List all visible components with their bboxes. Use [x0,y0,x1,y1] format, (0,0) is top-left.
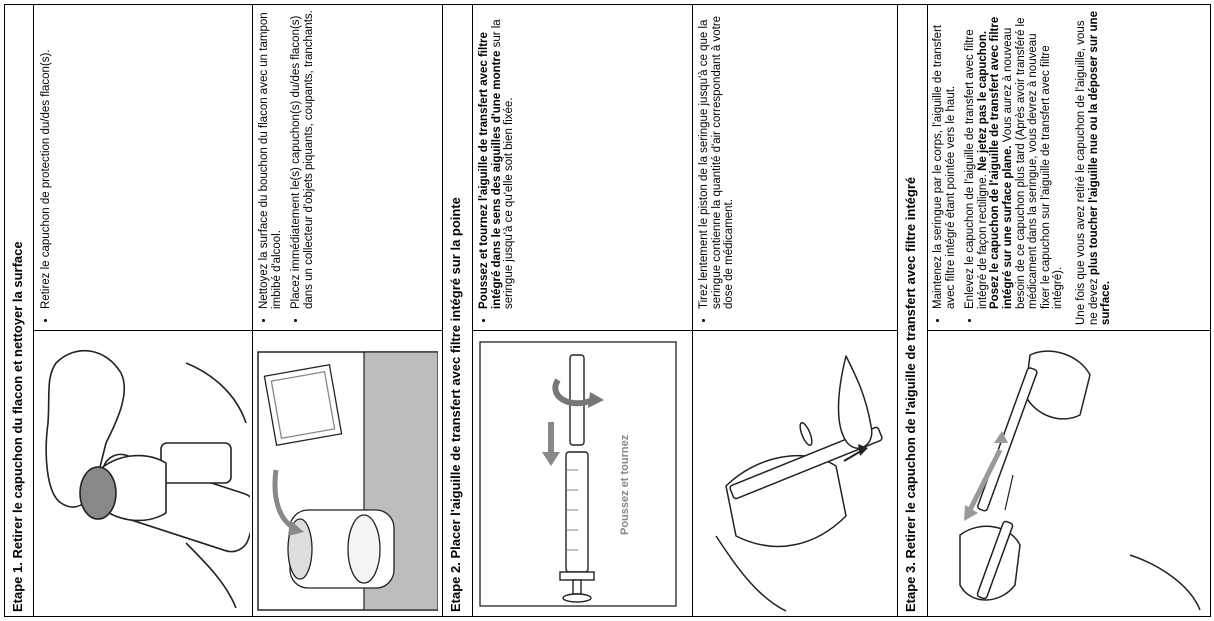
column-divider [33,4,34,617]
text-run: Retirez le capuchon de protection du/des flacon(s). [40,49,52,309]
step-2-instructions-a [478,10,683,325]
bullet-list [932,10,1065,325]
row-divider [472,330,897,331]
wipe-vial-illustration [256,350,438,612]
step-1-instructions-b [258,10,438,325]
step-2-instructions-b [698,10,893,325]
column-divider [252,4,253,617]
step-1-instructions-a [40,10,245,325]
list-item [932,10,957,309]
text-run: sur la seringue jusqu'à ce qu'elle soit bien fixée. [490,19,516,309]
push-and-turn-label: Poussez et tournez [619,434,631,535]
text-run: Enlevez le capuchon de l'aiguille de transfert avec filtre intégré de façon rectiligne. [964,29,989,309]
row-divider [33,330,442,331]
pull-plunger-illustration [696,336,894,614]
bold-text: Poussez et tournez l'aiguille de transfert avec filtre intégré dans le sens des aiguilles d'une montre [478,32,503,309]
column-divider [442,4,443,617]
step-3-instructions [932,10,1207,325]
list-item [964,10,1065,309]
column-divider [897,4,898,617]
table-border-left [4,4,5,617]
text-run: Maintenez la seringue par le corps, l'aiguille de transfert avec filtre intégré étant pointée vers le haut. [932,24,957,309]
bullet-list [478,10,516,325]
column-divider [692,4,693,617]
table-border-right [1210,4,1211,617]
list-item [40,10,53,309]
text-run: Tirez lentement le piston de la seringue jusqu'à ce que la seringue contienne la quantité d'air correspondant à votre dose de médicament. [698,15,736,309]
list-item [478,10,516,309]
bullet-list [698,10,736,325]
step-2-title: Etape 2. Placer l'aiguille de transfert avec filtre intégré sur la pointe [448,197,463,612]
step-3-title: Etape 3. Retirer le capuchon de l'aiguille de transfert avec filtre intégré [903,176,918,612]
list-item [290,10,315,309]
remove-vial-cap-illustration [36,333,250,615]
warning-note [1075,10,1113,325]
column-divider [472,4,473,617]
bold-text: Ne jetez pas le capuchon. Posez le capuchon de l'aiguille de transfert avec filtre intégré sur une surface plane. [976,16,1014,309]
column-divider [927,4,928,617]
text-run: Une fois que vous avez retiré le capuchon de l'aiguille, vous ne devez [1074,20,1100,325]
text-run: Placez immédiatement le(s) capuchon(s) du/des flacon(s) dans un collecteur d'objets piquants, coupants, tranchants. [290,10,315,309]
bullet-list [40,10,53,325]
row-divider [927,330,1210,331]
step-1-title: Etape 1. Retirer le capuchon du flacon et nettoyer la surface [10,241,25,612]
remove-needle-cap-illustration [930,335,1208,615]
attach-transfer-needle-illustration [478,340,678,610]
bold-text: plus toucher l'aiguille nue ou la déposer sur une surface. [1087,11,1113,325]
text-run: Vous aurez à nouveau besoin de ce capuchon plus tard (Après avoir transféré le médicament dans la seringue, vous devrez à nouveau fixer le capuchon sur l'aiguille de transfert avec filtre intégré). [1001,17,1065,309]
list-item [258,10,283,309]
table-border-top [4,4,1211,5]
text-run: Nettoyez la surface du bouchon du flacon avec un tampon imbibé d'alcool. [258,12,283,309]
table-border-bottom [4,616,1211,617]
bullet-list [258,10,315,325]
list-item [698,10,736,309]
